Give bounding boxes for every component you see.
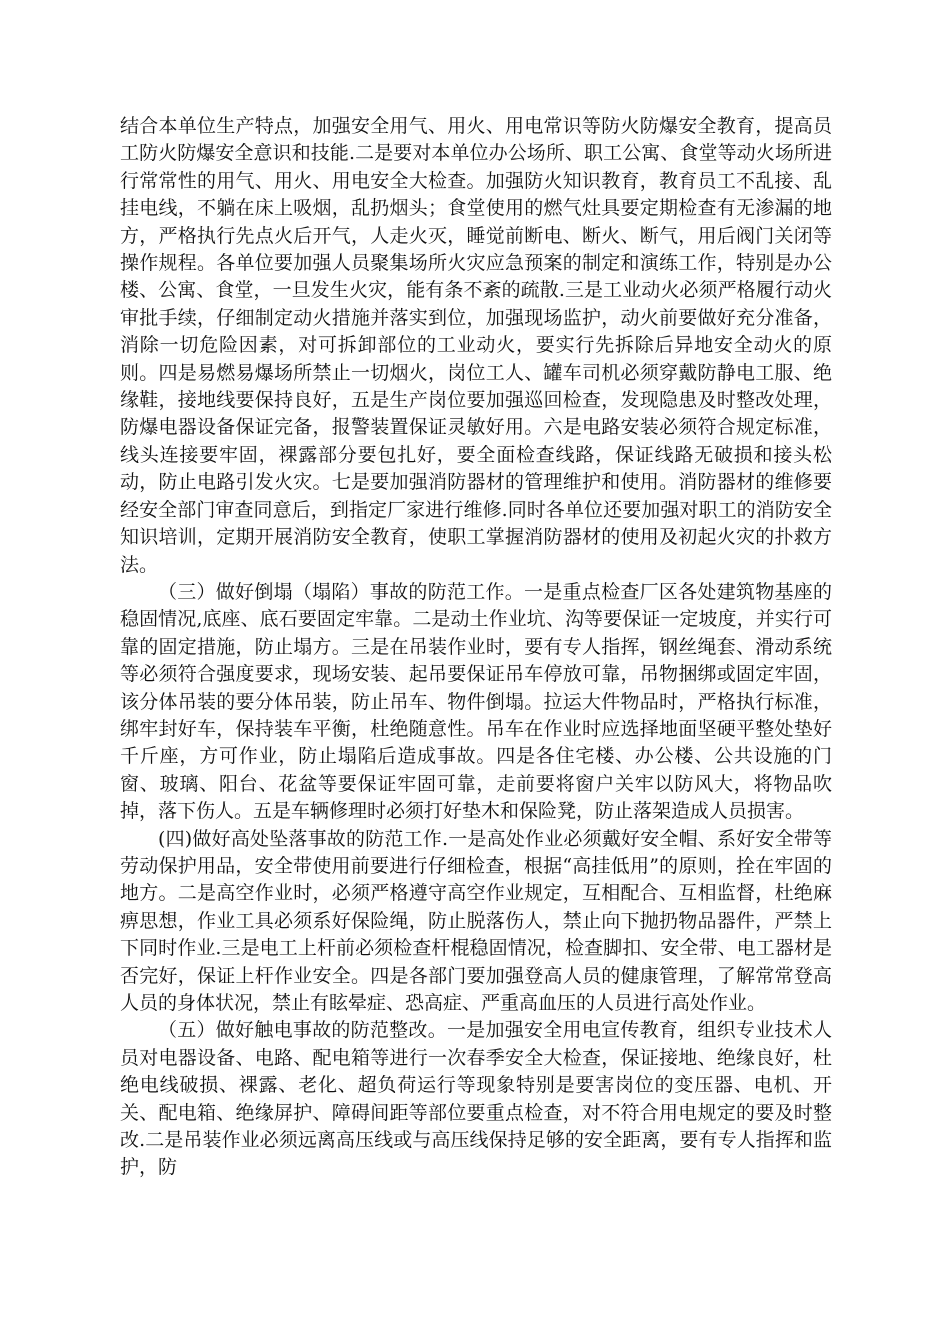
- paragraph-electric-shock-prevention: （五）做好触电事故的防范整改。一是加强安全用电宣传教育，组织专业技术人员对电器设备、电路、配电箱等进行一次春季安全大检查，保证接地、绝缘良好，杜绝电线破损、裸露、老化、超负荷运行等现象特别是要害岗位的变压器、电机、开关、配电箱、绝缘屏护、障碍间距等部位要重点检查，对不符合用电规定的要及时整改.二是吊装作业必须远离高压线或与高压线保持足够的安全距离，要有专人指挥和监护，防: [120, 1019, 832, 1179]
- paragraph-fall-prevention: (四)做好高处坠落事故的防范工作.一是高处作业必须戴好安全帽、系好安全带等劳动保护用品，安全带使用前要进行仔细检查，根据“高挂低用”的原则，拴在牢固的地方。二是高空作业时，必须严格遵守高空作业规定，互相配合、互相监督，杜绝麻痹思想，作业工具必须系好保险绳，防止脱落伤人，禁止向下抛扔物品器件，严禁上下同时作业.三是电工上杆前必须检查杆棍稳固情况，检查脚扣、安全带、电工器材是否完好，保证上杆作业安全。四是各部门要加强登高人员的健康管理，了解常常登高人员的身体状况，禁止有眩晕症、恐高症、严重高血压的人员进行高处作业。: [120, 827, 832, 1014]
- document-body: [120, 113, 832, 1182]
- paragraph-collapse-prevention: （三）做好倒塌（塌陷）事故的防范工作。一是重点检查厂区各处建筑物基座的稳固情况,底座、底石要固定牢靠。二是动土作业坑、沟等要保证一定坡度，并实行可靠的固定措施，防止塌方。三是在吊装作业时，要有专人指挥，钢丝绳套、滑动系统等必须符合强度要求，现场安装、起吊要保证吊车停放可靠，吊物捆绑或固定牢固，该分体吊装的要分体吊装，防止吊车、物件倒塌。拉运大件物品时，严格执行标准，绑牢封好车，保持装车平衡，杜绝随意性。吊车在作业时应选择地面坚硬平整处垫好千斤座，方可作业，防止塌陷后造成事故。四是各住宅楼、办公楼、公共设施的门窗、玻璃、阳台、花盆等要保证牢固可靠，走前要将窗户关牢以防风大，将物品吹掉，落下伤人。五是车辆修理时必须打好垫木和保险凳，防止落架造成人员损害。: [120, 580, 832, 823]
- paragraph-fire-safety: 结合本单位生产特点，加强安全用气、用火、用电常识等防火防爆安全教育，提高员工防火防爆安全意识和技能.二是要对本单位办公场所、职工公寓、食堂等动火场所进行常常性的用气、用火、用电安全大检查。加强防火知识教育，教育员工不乱接、乱挂电线，不躺在床上吸烟，乱扔烟头；食堂使用的燃气灶具要定期检查有无渗漏的地方，严格执行先点火后开气，人走火灭，睡觉前断电、断火、断气，用后阀门关闭等操作规程。各单位要加强人员聚集场所火灾应急预案的制定和演练工作，特别是办公楼、公寓、食堂，一旦发生火灾，能有条不紊的疏散.三是工业动火必须严格履行动火审批手续，仔细制定动火措施并落实到位，加强现场监护，动火前要做好充分准备，消除一切危险因素，对可拆卸部位的工业动火，要实行先拆除后异地安全动火的原则。四是易燃易爆场所禁止一切烟火，岗位工人、罐车司机必须穿戴防静电工服、绝缘鞋，接地线要保持良好，五是生产岗位要加强巡回检查，发现隐患及时整改处理，防爆电器设备保证完备，报警装置保证灵敏好用。六是电路安装必须符合规定标准，线头连接要牢固，裸露部分要包扎好，要全面检查线路，保证线路无破损和接头松动，防止电路引发火灾。七是要加强消防器材的管理维护和使用。消防器材的维修要经安全部门审查同意后，到指定厂家进行维修.同时各单位还要加强对职工的消防安全知识培训，定期开展消防安全教育，使职工掌握消防器材的使用及初起火灾的扑救方法。: [120, 115, 832, 576]
